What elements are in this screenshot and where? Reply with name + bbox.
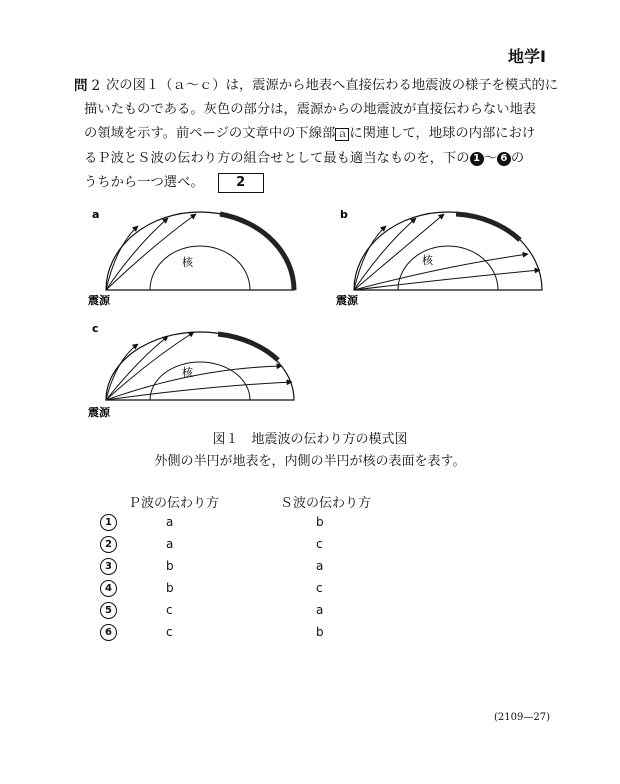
diagram-c-label: c bbox=[92, 322, 99, 335]
diagram-c bbox=[86, 320, 306, 424]
header-s-wave: Ｓ波の伝わり方 bbox=[280, 496, 372, 511]
question-line-3 bbox=[84, 122, 556, 147]
question-line-1: 次の図１（ａ～ｃ）は，震源から地表へ直接伝わる地震波の様子を模式的に bbox=[106, 78, 559, 93]
underline-marker: ａ bbox=[337, 129, 348, 140]
table-row[interactable] bbox=[100, 624, 400, 644]
range-tilde: ～ bbox=[483, 151, 497, 166]
question-label bbox=[74, 74, 100, 94]
s-wave-cell: b bbox=[316, 515, 324, 529]
table-row[interactable] bbox=[100, 602, 400, 622]
choice-number: 2 bbox=[100, 536, 117, 553]
choice-number: 5 bbox=[100, 602, 117, 619]
question-prefix: 問 bbox=[74, 78, 88, 94]
header-p-wave: Ｐ波の伝わり方 bbox=[128, 496, 220, 511]
table-row[interactable] bbox=[100, 514, 400, 534]
source-label: 震源 bbox=[88, 294, 110, 307]
s-wave-cell: a bbox=[316, 559, 324, 573]
question-line-4b: の bbox=[510, 151, 525, 166]
diagram-b bbox=[334, 206, 554, 312]
ray-5 bbox=[354, 270, 540, 290]
choice-number: 4 bbox=[100, 580, 117, 597]
diagram-a-label: a bbox=[92, 208, 100, 221]
ray-2 bbox=[354, 218, 416, 290]
diagram-a bbox=[86, 206, 306, 312]
question-line-5 bbox=[84, 171, 556, 195]
diagram-b-label: b bbox=[340, 208, 348, 221]
source-label: 震源 bbox=[88, 406, 110, 419]
shadow-zone bbox=[456, 214, 520, 240]
question-line-3a: の領域を示す。前ページの文章中の下線部 bbox=[84, 126, 336, 141]
choice-number: 3 bbox=[100, 558, 117, 575]
question-number: 2 bbox=[91, 78, 101, 94]
surface-arc bbox=[106, 332, 294, 400]
ray-4 bbox=[106, 366, 282, 400]
s-wave-cell: c bbox=[316, 537, 323, 551]
p-wave-cell: b bbox=[166, 581, 174, 595]
question-text bbox=[84, 74, 559, 195]
ray-2 bbox=[106, 336, 168, 400]
p-wave-cell: c bbox=[166, 603, 173, 617]
shadow-zone bbox=[220, 214, 294, 290]
source-label: 震源 bbox=[336, 294, 358, 307]
answer-box[interactable]: 2 bbox=[218, 173, 264, 193]
ray-2 bbox=[106, 218, 168, 290]
table-row[interactable] bbox=[100, 536, 400, 556]
surface-arc bbox=[354, 212, 542, 290]
surface-arc bbox=[106, 212, 294, 290]
shadow-zone bbox=[218, 334, 278, 360]
choice-number: 1 bbox=[100, 514, 117, 531]
s-wave-cell: b bbox=[316, 625, 324, 639]
choice-marker-last: 6 bbox=[497, 152, 511, 166]
question-line-3b: に関連して，地球の内部におけ bbox=[349, 126, 536, 141]
core-arc bbox=[150, 362, 250, 400]
p-wave-cell: a bbox=[166, 515, 174, 529]
choice-number: 6 bbox=[100, 624, 117, 641]
question-line-2: 描いたものである。灰色の部分は，震源からの地震波が直接伝わらない地表 bbox=[84, 102, 537, 117]
page-code: (2109—27) bbox=[494, 712, 550, 723]
p-wave-cell: a bbox=[166, 537, 174, 551]
figure-caption: 図１ 地震波の伝わり方の模式図 bbox=[212, 432, 408, 447]
table-row[interactable] bbox=[100, 558, 400, 578]
ray-4 bbox=[354, 254, 528, 290]
s-wave-cell: a bbox=[316, 603, 324, 617]
core-label: 核 bbox=[422, 254, 433, 267]
choice-marker-first: 1 bbox=[470, 152, 484, 166]
p-wave-cell: c bbox=[166, 625, 173, 639]
core-label: 核 bbox=[182, 366, 193, 379]
figure-subcaption: 外側の半円が地表を，内側の半円が核の表面を表す。 bbox=[154, 454, 466, 469]
question-line-4 bbox=[84, 147, 556, 171]
table-row[interactable] bbox=[100, 580, 400, 600]
s-wave-cell: c bbox=[316, 581, 323, 595]
p-wave-cell: b bbox=[166, 559, 174, 573]
question-line-4a: るＰ波とＳ波の伝わり方の組合せとして最も適当なものを，下の bbox=[84, 151, 470, 166]
subject-title: 地学Ⅰ bbox=[508, 47, 546, 66]
core-label: 核 bbox=[182, 256, 193, 269]
core-arc bbox=[150, 246, 250, 290]
question-line-5a: うちから一つ選べ。 bbox=[84, 175, 204, 190]
